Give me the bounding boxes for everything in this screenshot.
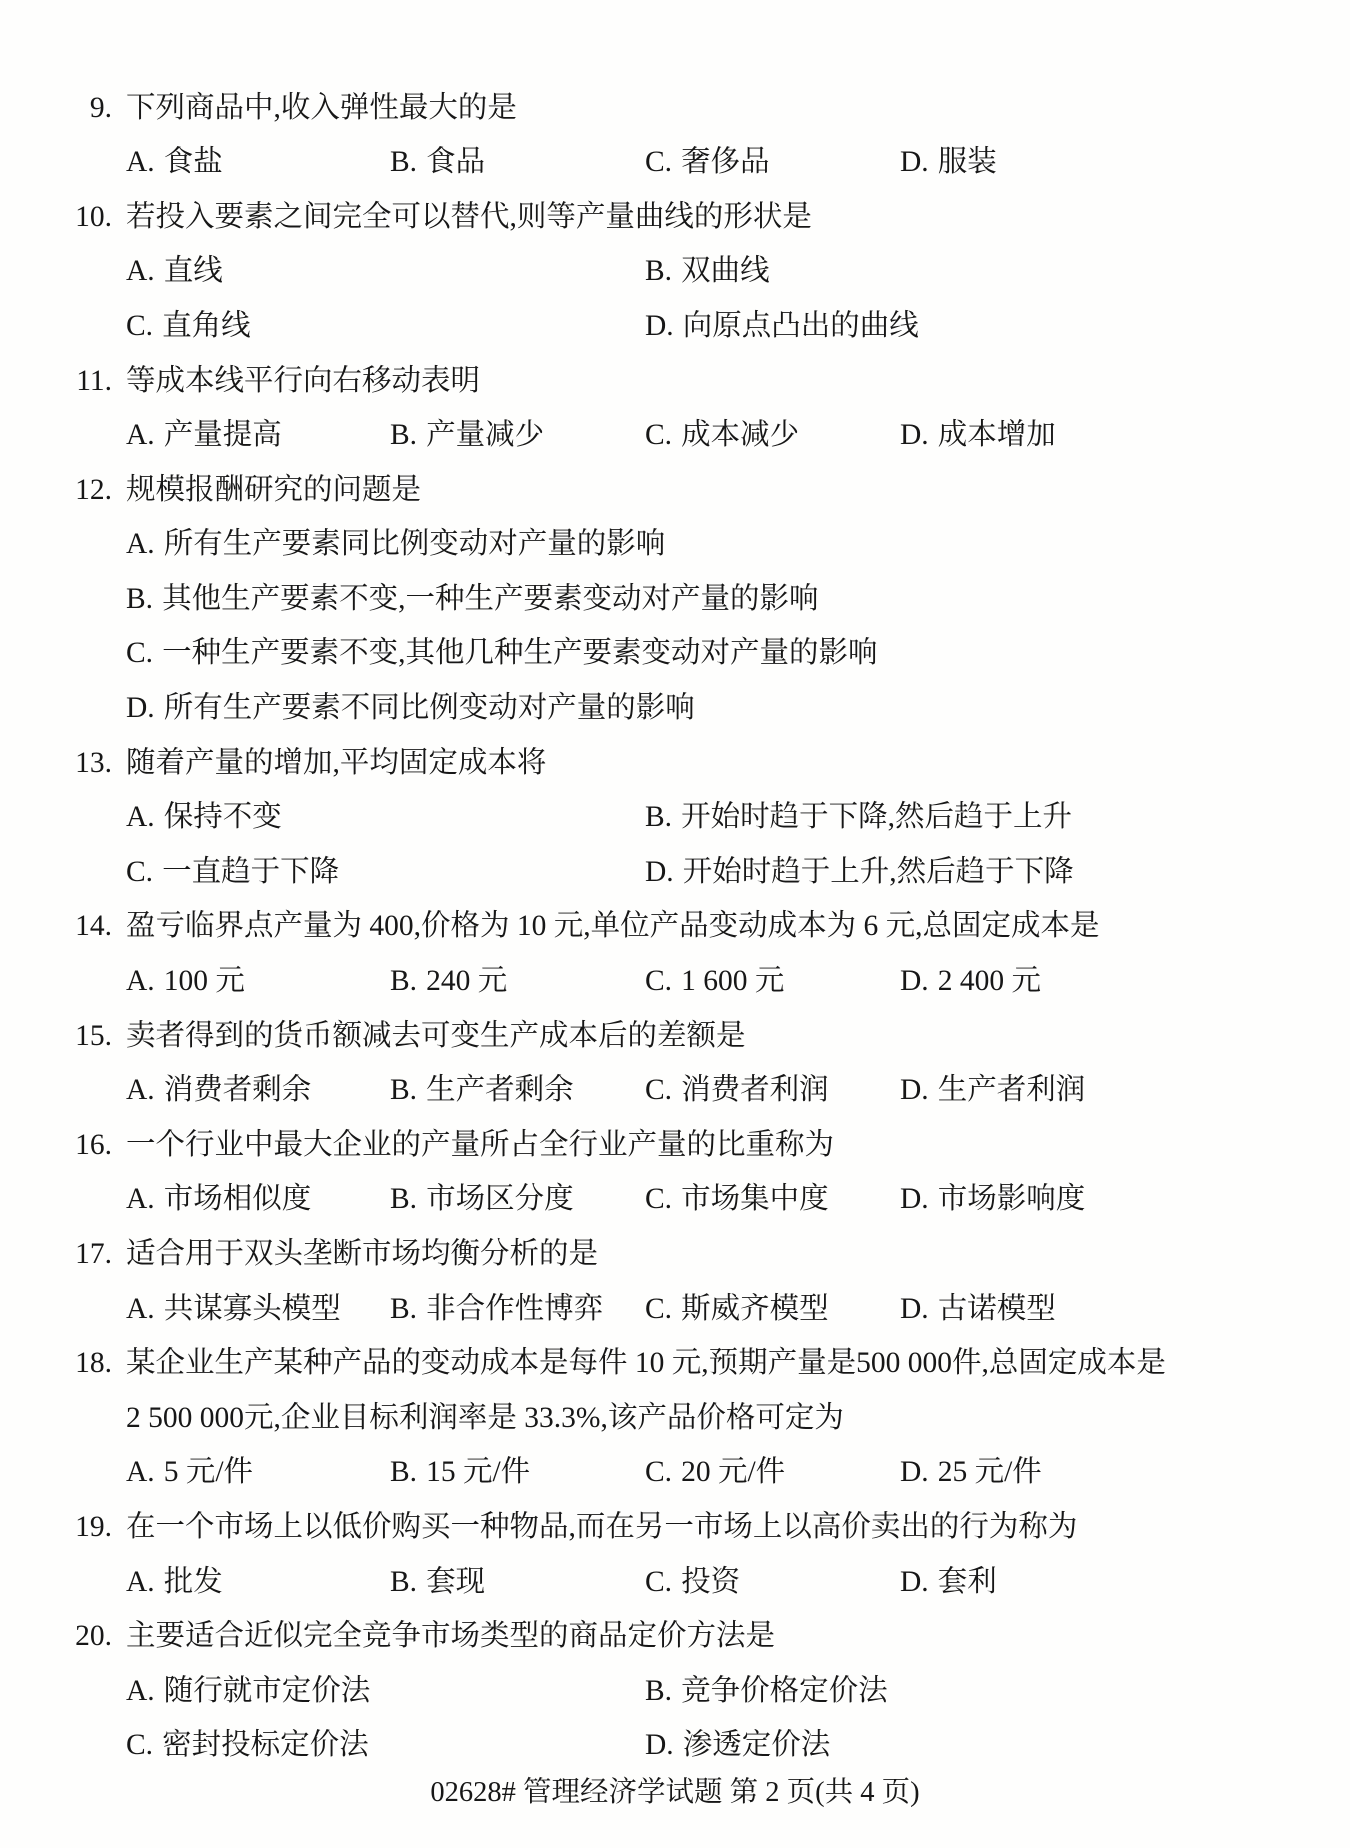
question-18-title xyxy=(0,1337,1350,1392)
option-text: 向原点凸出的曲线 xyxy=(682,309,919,342)
question-text-continued: 2 500 000元,企业目标利润率是 33.3%,该产品价格可定为 xyxy=(126,1401,844,1434)
option-b xyxy=(390,421,645,451)
option-label: A. xyxy=(126,1292,155,1325)
option-label: A. xyxy=(126,801,155,834)
option-label: C. xyxy=(645,419,673,452)
question-text: 规模报酬研究的问题是 xyxy=(126,473,422,506)
question-text: 主要适合近似完全竞争市场类型的商品定价方法是 xyxy=(126,1620,776,1653)
question-13-options-row2 xyxy=(0,845,1350,900)
question-text: 若投入要素之间完全可以替代,则等产量曲线的形状是 xyxy=(126,200,812,233)
option-text: 竞争价格定价法 xyxy=(681,1674,888,1707)
option-text: 市场相似度 xyxy=(163,1183,312,1216)
question-16-title xyxy=(0,1118,1350,1173)
option-a xyxy=(126,803,645,833)
option-label: B. xyxy=(390,146,418,179)
question-20-title xyxy=(0,1610,1350,1665)
option-text: 食品 xyxy=(426,146,486,179)
question-text: 某企业生产某种产品的变动成本是每件 10 元,预期产量是500 000件,总固定成本是 xyxy=(126,1347,1166,1380)
option-c xyxy=(645,1185,900,1215)
option-d xyxy=(900,1292,1350,1325)
option-label: C. xyxy=(645,1292,673,1325)
question-number: 18. xyxy=(75,1347,112,1380)
option-text: 25 元/件 xyxy=(937,1456,1042,1489)
option-text: 其他生产要素不变,一种生产要素变动对产量的影响 xyxy=(162,582,819,615)
option-label: A. xyxy=(126,965,155,998)
question-number: 19. xyxy=(75,1510,112,1543)
option-label: B. xyxy=(390,1292,418,1325)
option-label: B. xyxy=(126,582,154,615)
option-label: B. xyxy=(390,419,418,452)
option-a xyxy=(126,1076,390,1106)
option-label: C. xyxy=(645,1183,673,1216)
option-text: 生产者利润 xyxy=(937,1074,1086,1107)
option-text: 服装 xyxy=(937,146,997,179)
option-text: 市场区分度 xyxy=(426,1183,574,1216)
option-label: B. xyxy=(645,1674,673,1707)
question-13-options-row1 xyxy=(0,791,1350,846)
option-label: B. xyxy=(390,965,418,998)
option-label: C. xyxy=(126,855,154,888)
option-text: 斯威齐模型 xyxy=(681,1292,829,1325)
option-text: 所有生产要素同比例变动对产量的影响 xyxy=(163,528,666,561)
question-number: 10. xyxy=(75,200,112,233)
question-10-options-row1 xyxy=(0,245,1350,300)
option-d xyxy=(900,421,1350,451)
question-text: 在一个市场上以低价购买一种物品,而在另一市场上以高价卖出的行为称为 xyxy=(126,1510,1078,1543)
question-12-option-c xyxy=(0,627,1350,682)
option-c xyxy=(126,639,877,669)
question-number: 11. xyxy=(76,364,112,397)
option-text: 一种生产要素不变,其他几种生产要素变动对产量的影响 xyxy=(162,637,878,670)
option-c xyxy=(126,309,645,342)
option-b xyxy=(390,1076,645,1106)
question-17-title xyxy=(0,1227,1350,1282)
option-b xyxy=(390,1458,645,1488)
option-c xyxy=(645,148,900,178)
option-label: B. xyxy=(645,801,673,834)
question-20-options-row1 xyxy=(0,1664,1350,1719)
option-d xyxy=(900,1458,1350,1488)
question-text: 等成本线平行向右移动表明 xyxy=(126,364,481,397)
option-label: B. xyxy=(390,1074,418,1107)
option-label: D. xyxy=(900,1565,929,1598)
question-20-options-row2 xyxy=(0,1719,1350,1774)
option-text: 15 元/件 xyxy=(426,1456,531,1489)
question-number: 15. xyxy=(75,1019,112,1052)
option-b xyxy=(390,1565,645,1598)
option-text: 开始时趋于下降,然后趋于上升 xyxy=(681,801,1072,834)
option-label: A. xyxy=(126,1183,155,1216)
option-a xyxy=(126,421,390,451)
option-text: 所有生产要素不同比例变动对产量的影响 xyxy=(163,692,695,725)
option-text: 1 600 元 xyxy=(681,965,785,998)
option-text: 套现 xyxy=(426,1565,486,1598)
option-text: 消费者剩余 xyxy=(163,1074,312,1107)
question-12-option-b xyxy=(0,572,1350,627)
option-label: A. xyxy=(126,528,155,561)
option-c xyxy=(126,855,645,888)
option-label: C. xyxy=(645,1456,673,1489)
question-12-option-a xyxy=(0,518,1350,573)
option-label: D. xyxy=(645,309,674,342)
option-b xyxy=(645,257,1350,287)
option-a xyxy=(126,1674,645,1707)
question-17-options xyxy=(0,1282,1350,1337)
option-label: B. xyxy=(390,1565,418,1598)
option-text: 食盐 xyxy=(163,146,223,179)
option-d xyxy=(900,148,1350,178)
option-label: C. xyxy=(645,1074,673,1107)
option-label: C. xyxy=(645,146,673,179)
option-label: B. xyxy=(390,1456,418,1489)
option-b xyxy=(390,967,645,997)
question-14-options xyxy=(0,955,1350,1010)
option-label: D. xyxy=(126,692,155,725)
option-a xyxy=(126,1185,390,1215)
option-b xyxy=(390,1185,645,1215)
option-c xyxy=(645,1076,900,1106)
option-label: B. xyxy=(390,1183,418,1216)
option-b xyxy=(645,803,1350,833)
option-text: 市场集中度 xyxy=(681,1183,829,1216)
option-d xyxy=(900,967,1350,997)
option-a xyxy=(126,530,665,560)
question-text: 适合用于双头垄断市场均衡分析的是 xyxy=(126,1238,599,1271)
question-16-options xyxy=(0,1173,1350,1228)
option-d xyxy=(900,1076,1350,1106)
option-label: D. xyxy=(900,146,929,179)
question-number: 9. xyxy=(89,91,112,124)
option-d xyxy=(645,855,1350,888)
option-d xyxy=(126,694,695,724)
option-text: 套利 xyxy=(937,1565,997,1598)
option-text: 密封投标定价法 xyxy=(162,1729,369,1762)
option-text: 批发 xyxy=(163,1565,223,1598)
option-label: B. xyxy=(645,255,673,288)
option-a xyxy=(126,1565,390,1598)
option-label: A. xyxy=(126,1565,155,1598)
option-b xyxy=(645,1674,1350,1707)
option-text: 成本增加 xyxy=(937,419,1056,452)
option-label: D. xyxy=(900,1183,929,1216)
question-number: 17. xyxy=(75,1238,112,1271)
option-b xyxy=(126,582,819,615)
question-9-title xyxy=(0,81,1350,136)
question-18-options xyxy=(0,1446,1350,1501)
question-18-title-line2 xyxy=(0,1391,1350,1446)
option-d xyxy=(900,1565,1350,1598)
option-label: D. xyxy=(900,965,929,998)
question-number: 14. xyxy=(75,910,112,943)
option-d xyxy=(645,309,1350,342)
option-text: 奢侈品 xyxy=(681,146,770,179)
question-text: 卖者得到的货币额减去可变生产成本后的差额是 xyxy=(126,1019,746,1052)
option-c xyxy=(645,967,900,997)
option-text: 市场影响度 xyxy=(937,1183,1086,1216)
question-12-option-d xyxy=(0,682,1350,737)
question-10-title xyxy=(0,190,1350,245)
option-b xyxy=(390,1292,645,1325)
option-text: 一直趋于下降 xyxy=(162,855,340,888)
option-label: D. xyxy=(900,1456,929,1489)
option-label: D. xyxy=(900,419,929,452)
option-text: 渗透定价法 xyxy=(682,1729,831,1762)
option-c xyxy=(645,1458,900,1488)
question-text: 下列商品中,收入弹性最大的是 xyxy=(126,91,517,124)
option-label: A. xyxy=(126,419,155,452)
option-text: 投资 xyxy=(681,1565,741,1598)
option-text: 2 400 元 xyxy=(937,965,1041,998)
option-label: C. xyxy=(126,637,154,670)
option-label: D. xyxy=(900,1074,929,1107)
option-a xyxy=(126,1458,390,1488)
option-text: 生产者剩余 xyxy=(426,1074,574,1107)
option-a xyxy=(126,967,390,997)
option-c xyxy=(645,421,900,451)
question-text: 随着产量的增加,平均固定成本将 xyxy=(126,746,547,779)
option-text: 5 元/件 xyxy=(163,1456,254,1489)
option-c xyxy=(126,1731,645,1761)
option-label: A. xyxy=(126,1674,155,1707)
option-label: A. xyxy=(126,1456,155,1489)
option-label: D. xyxy=(900,1292,929,1325)
page-footer: 02628# 管理经济学试题 第 2 页(共 4 页) xyxy=(430,1777,920,1808)
option-text: 成本减少 xyxy=(681,419,800,452)
question-12-title xyxy=(0,463,1350,518)
option-b xyxy=(390,148,645,178)
option-d xyxy=(645,1731,1350,1761)
option-label: C. xyxy=(645,1565,673,1598)
option-text: 100 元 xyxy=(163,965,245,998)
question-9-options xyxy=(0,136,1350,191)
question-number: 12. xyxy=(75,473,112,506)
option-label: C. xyxy=(126,309,154,342)
option-label: A. xyxy=(126,1074,155,1107)
question-number: 16. xyxy=(75,1128,112,1161)
question-11-title xyxy=(0,354,1350,409)
option-a xyxy=(126,1292,390,1325)
option-c xyxy=(645,1292,900,1325)
option-d xyxy=(900,1185,1350,1215)
option-text: 开始时趋于上升,然后趋于下降 xyxy=(682,855,1074,888)
option-text: 双曲线 xyxy=(681,255,770,288)
option-text: 消费者利润 xyxy=(681,1074,829,1107)
option-text: 20 元/件 xyxy=(681,1456,786,1489)
option-a xyxy=(126,148,390,178)
option-text: 240 元 xyxy=(426,965,508,998)
question-19-title xyxy=(0,1500,1350,1555)
question-number: 20. xyxy=(75,1620,112,1653)
option-text: 共谋寡头模型 xyxy=(163,1292,341,1325)
question-11-options xyxy=(0,409,1350,464)
option-label: A. xyxy=(126,255,155,288)
option-label: D. xyxy=(645,1729,674,1762)
question-14-title xyxy=(0,900,1350,955)
question-number: 13. xyxy=(75,746,112,779)
option-text: 产量提高 xyxy=(163,419,282,452)
option-text: 保持不变 xyxy=(163,801,282,834)
option-label: D. xyxy=(645,855,674,888)
option-text: 直线 xyxy=(163,255,223,288)
option-text: 产量减少 xyxy=(426,419,545,452)
option-text: 古诺模型 xyxy=(937,1292,1056,1325)
option-c xyxy=(645,1565,900,1598)
question-15-options xyxy=(0,1064,1350,1119)
question-text: 盈亏临界点产量为 400,价格为 10 元,单位产品变动成本为 6 元,总固定成本是 xyxy=(126,910,1100,943)
option-label: C. xyxy=(645,965,673,998)
question-10-options-row2 xyxy=(0,299,1350,354)
option-label: A. xyxy=(126,146,155,179)
option-a xyxy=(126,257,645,287)
question-13-title xyxy=(0,736,1350,791)
question-15-title xyxy=(0,1009,1350,1064)
option-text: 随行就市定价法 xyxy=(163,1674,371,1707)
question-19-options xyxy=(0,1555,1350,1610)
option-label: C. xyxy=(126,1729,154,1762)
option-text: 非合作性博弈 xyxy=(426,1292,604,1325)
option-text: 直角线 xyxy=(162,309,251,342)
question-text: 一个行业中最大企业的产量所占全行业产量的比重称为 xyxy=(126,1128,835,1161)
